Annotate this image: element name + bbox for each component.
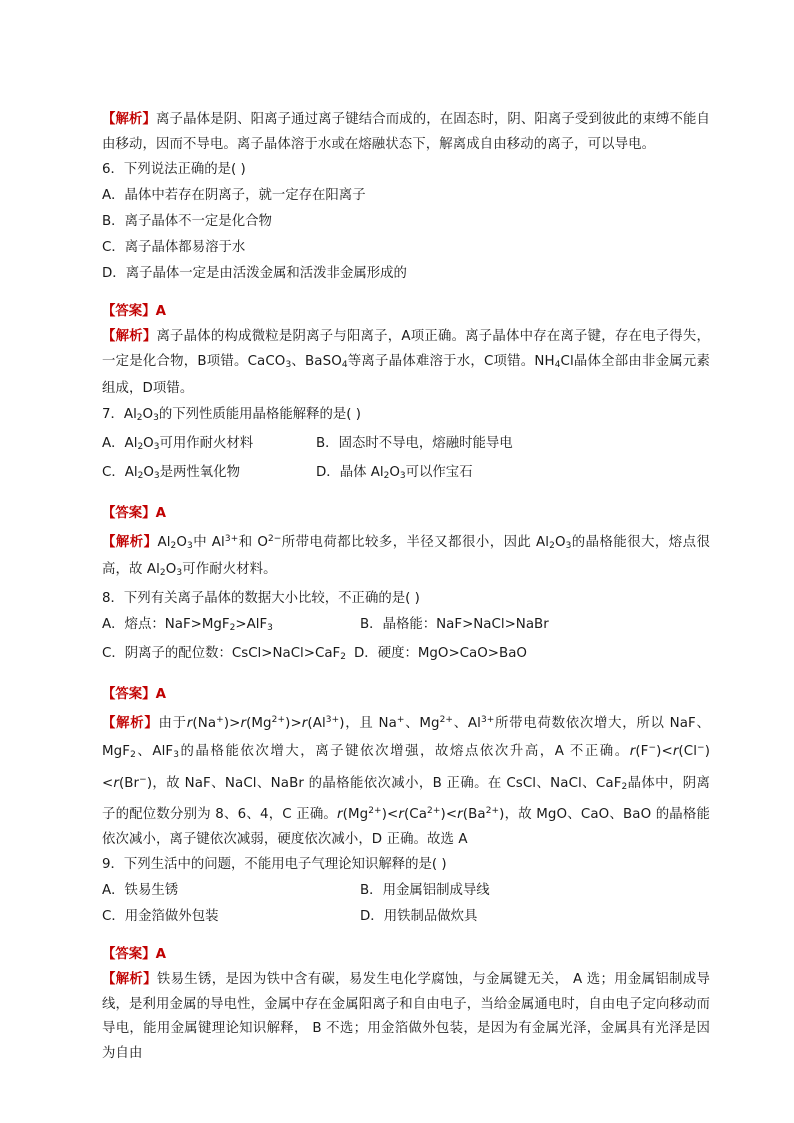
- question-6-option-a: A．晶体中若存在阴离子，就一定存在阳离子: [102, 188, 366, 203]
- question-9-option-d: D．用铁制品做炊具: [360, 909, 478, 924]
- question-8-answer: 【答案】A: [102, 686, 166, 702]
- question-8-option-a: A．熔点：NaF>MgF$_2$>AlF$_3$: [102, 616, 273, 633]
- question-9-explanation: 【解析】铁易生锈，是因为铁中含有碳，易发生电化学腐蚀，与金属键无关， A 选；用金属铝制成导线，是利用金属的导电性，金属中存在金属阳离子和自由电子，当给金属通电时，自由电子定向移动而导电，能用金属键理论知识解释， B 不选；用金箔做外包装，是因为有金属光泽，金属具有光泽是因为自由: [102, 972, 710, 1061]
- question-9-options-row-2: [90, 904, 710, 930]
- question-7-option-d: D．晶体 $Al_2O_3$可以作宝石: [316, 464, 473, 481]
- question-6-option-c: C．离子晶体都易溶于水: [102, 240, 246, 255]
- question-6-answer: 【答案】A: [102, 304, 166, 319]
- question-6-option-d: D．离子晶体一定是由活泼金属和活泼非金属形成的: [102, 266, 407, 281]
- question-8-option-b: B．晶格能：NaF>NaCl>NaBr: [360, 616, 549, 632]
- question-7-options-row-2: [90, 460, 710, 489]
- question-6-option-b: B．离子晶体不一定是化合物: [102, 214, 272, 229]
- explanation-tag: 【解析】: [102, 112, 157, 127]
- question-7-explanation: 【解析】$Al_2O_3$中 $Al^{3+}$和 $O^{2-}$所带电荷都比较多，半径又都很小，因此 $Al_2O_3$的晶格能很大，熔点很高，故 $Al_2O_3$可作耐火材料。: [102, 533, 711, 578]
- question-7-option-c: C．$Al_2O_3$是两性氧化物: [102, 464, 240, 481]
- question-7-answer: 【答案】A: [102, 505, 166, 521]
- question-9-options-row-1: [90, 878, 710, 904]
- question-9-stem: 9．下列生活中的问题，不能用电子气理论知识解释的是( ): [102, 857, 447, 872]
- question-7-stem: 7．$Al_2O_3$的下列性质能用晶格能解释的是( ): [102, 406, 361, 423]
- content: [90, 108, 710, 1066]
- explanation-q5: 【解析】离子晶体是阴、阳离子通过离子键结合而成的，在固态时，阴、阳离子受到彼此的束缚不能自由移动，因而不导电。离子晶体溶于水或在熔融状态下，解离成自由移动的离子，可以导电。: [102, 112, 710, 152]
- question-8-options-row-2: [90, 641, 710, 670]
- question-6-stem: 6．下列说法正确的是( ): [102, 162, 246, 177]
- question-8-explanation: 【解析】由于$r(Na^+)>r(Mg^{2+})>r(Al^{3+})$，且 Na+、$Mg^{2+}$、$Al^{3+}$所带电荷数依次增大，所以 NaF、MgF$_2$、AlF$_3$的晶格能依次增大，离子键依次增强，故熔点依次升高，A 不正确。r(F−)<r(Cl−)<r(Br−)，故 NaF、NaCl、NaBr 的晶格能依次减小，B 正确。在 CsCl、NaCl、CaF$_2$晶体中，阴离子的配位数分别为 8、6、4，C 正确。$r(Mg^{2+})<r(Ca^{2+})<r(Ba^{2+})$，故 MgO、CaO、BaO 的晶格能依次减小，离子键依次减弱，硬度依次减小，D 正确。故选 A: [102, 714, 711, 847]
- question-8-option-d: D．硬度：MgO>CaO>BaO: [354, 645, 527, 661]
- question-9-answer: 【答案】A: [102, 947, 166, 962]
- question-7-option-b: B．固态时不导电，熔融时能导电: [316, 435, 513, 451]
- question-9-option-a: A．铁易生锈: [102, 883, 179, 898]
- question-8-option-c: C．阴离子的配位数：CsCl>NaCl>CaF$_2$: [102, 645, 346, 662]
- question-9-option-b: B．用金属铝制成导线: [360, 883, 490, 898]
- question-7-options-row-1: [90, 431, 710, 460]
- question-8-stem: 8．下列有关离子晶体的数据大小比较，不正确的是( ): [102, 590, 420, 606]
- question-9-option-c: C．用金箔做外包装: [102, 909, 219, 924]
- question-7-option-a: A．$Al_2O_3$可用作耐火材料: [102, 435, 254, 452]
- question-6-explanation: 【解析】离子晶体的构成微粒是阴离子与阳离子，A项正确。离子晶体中存在离子键，存在电子得失，一定是化合物，B项错。CaCO$_3$、BaSO$_4$等离子晶体难溶于水，C项错。$NH_4Cl$晶体全部由非金属元素组成，D项错。: [102, 329, 710, 396]
- question-8-options-row-1: [90, 612, 710, 641]
